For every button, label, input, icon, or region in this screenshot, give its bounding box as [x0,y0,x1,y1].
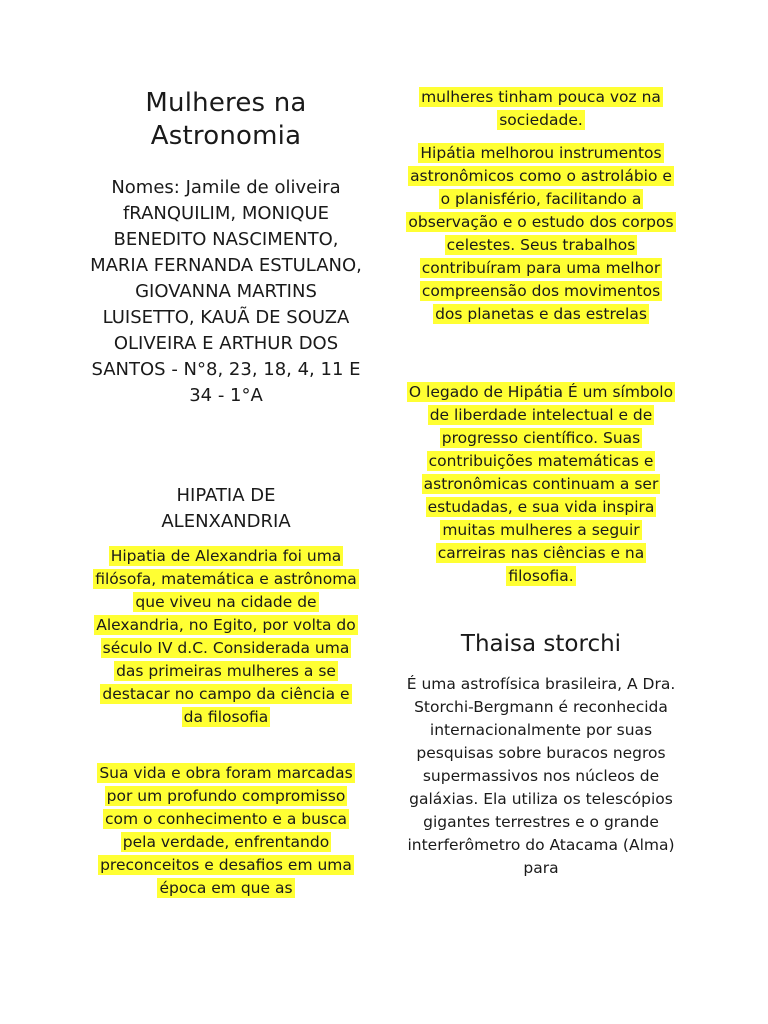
section-heading-thaisa: Thaisa storchi [460,631,622,657]
page-title-line-1: Mulheres na [145,88,307,118]
paragraph-hipatia-instruments [406,142,676,326]
section-heading-line-2: ALENXANDRIA [161,511,291,532]
highlighted-text: Hipátia melhorou instrumentos astronômicos como o astrolábio e o planisfério, facilitando a observação e o estudo dos corpos celestes. Seus trabalhos contribuíram para uma melhor compreensão dos movimentos dos planetas e das estrelas [408,144,674,323]
section-heading-hipatia [90,483,362,535]
highlighted-text: Sua vida e obra foram marcadas por um profundo compromisso com o conhecimento e a busca pela verdade, enfrentando preconceitos e desafios em uma época em que as [99,764,353,897]
section-heading-line-1: HIPATIA DE [176,485,276,506]
paragraph-hipatia-society [406,86,676,132]
highlighted-text: Hipatia de Alexandria foi uma filósofa, matemática e astrônoma que viveu na cidade de Alexandria, no Egito, por volta do século IV d.C. Considerada uma das primeiras mulheres a se destacar no campo da ciência e da filosofia [95,547,357,726]
page-title [90,87,362,153]
highlighted-text: mulheres tinham pouca voz na sociedade. [421,88,661,129]
paragraph-thaisa-intro: É uma astrofísica brasileira, A Dra. Storchi-Bergmann é reconhecida internacionalmente por suas pesquisas sobre buracos negros supermassivos nos núcleos de galáxias. Ela utiliza os telescópios gigantes terrestres e o grande interferômetro do Atacama (Alma) para [406,675,676,877]
highlighted-text: O legado de Hipátia É um símbolo de liberdade intelectual e de progresso científico. Suas contribuições matemáticas e astronômicas continuam a ser estudadas, e sua vida inspira muitas mulheres a seguir carreiras nas ciências e na filosofia. [408,383,674,585]
paragraph-hipatia-intro [90,545,362,729]
paragraph-hipatia-legacy [406,381,676,588]
page-title-line-2: Astronomia [150,121,302,151]
paragraph-hipatia-life [90,762,362,900]
student-names: Nomes: Jamile de oliveira fRANQUILIM, MONIQUE BENEDITO NASCIMENTO, MARIA FERNANDA ESTULANO, GIOVANNA MARTINS LUISETTO, KAUÃ DE SOUZA OLIVEIRA E ARTHUR DOS SANTOS - N°8, 23, 18, 4, 11 E 34 - 1°A [90,177,362,406]
